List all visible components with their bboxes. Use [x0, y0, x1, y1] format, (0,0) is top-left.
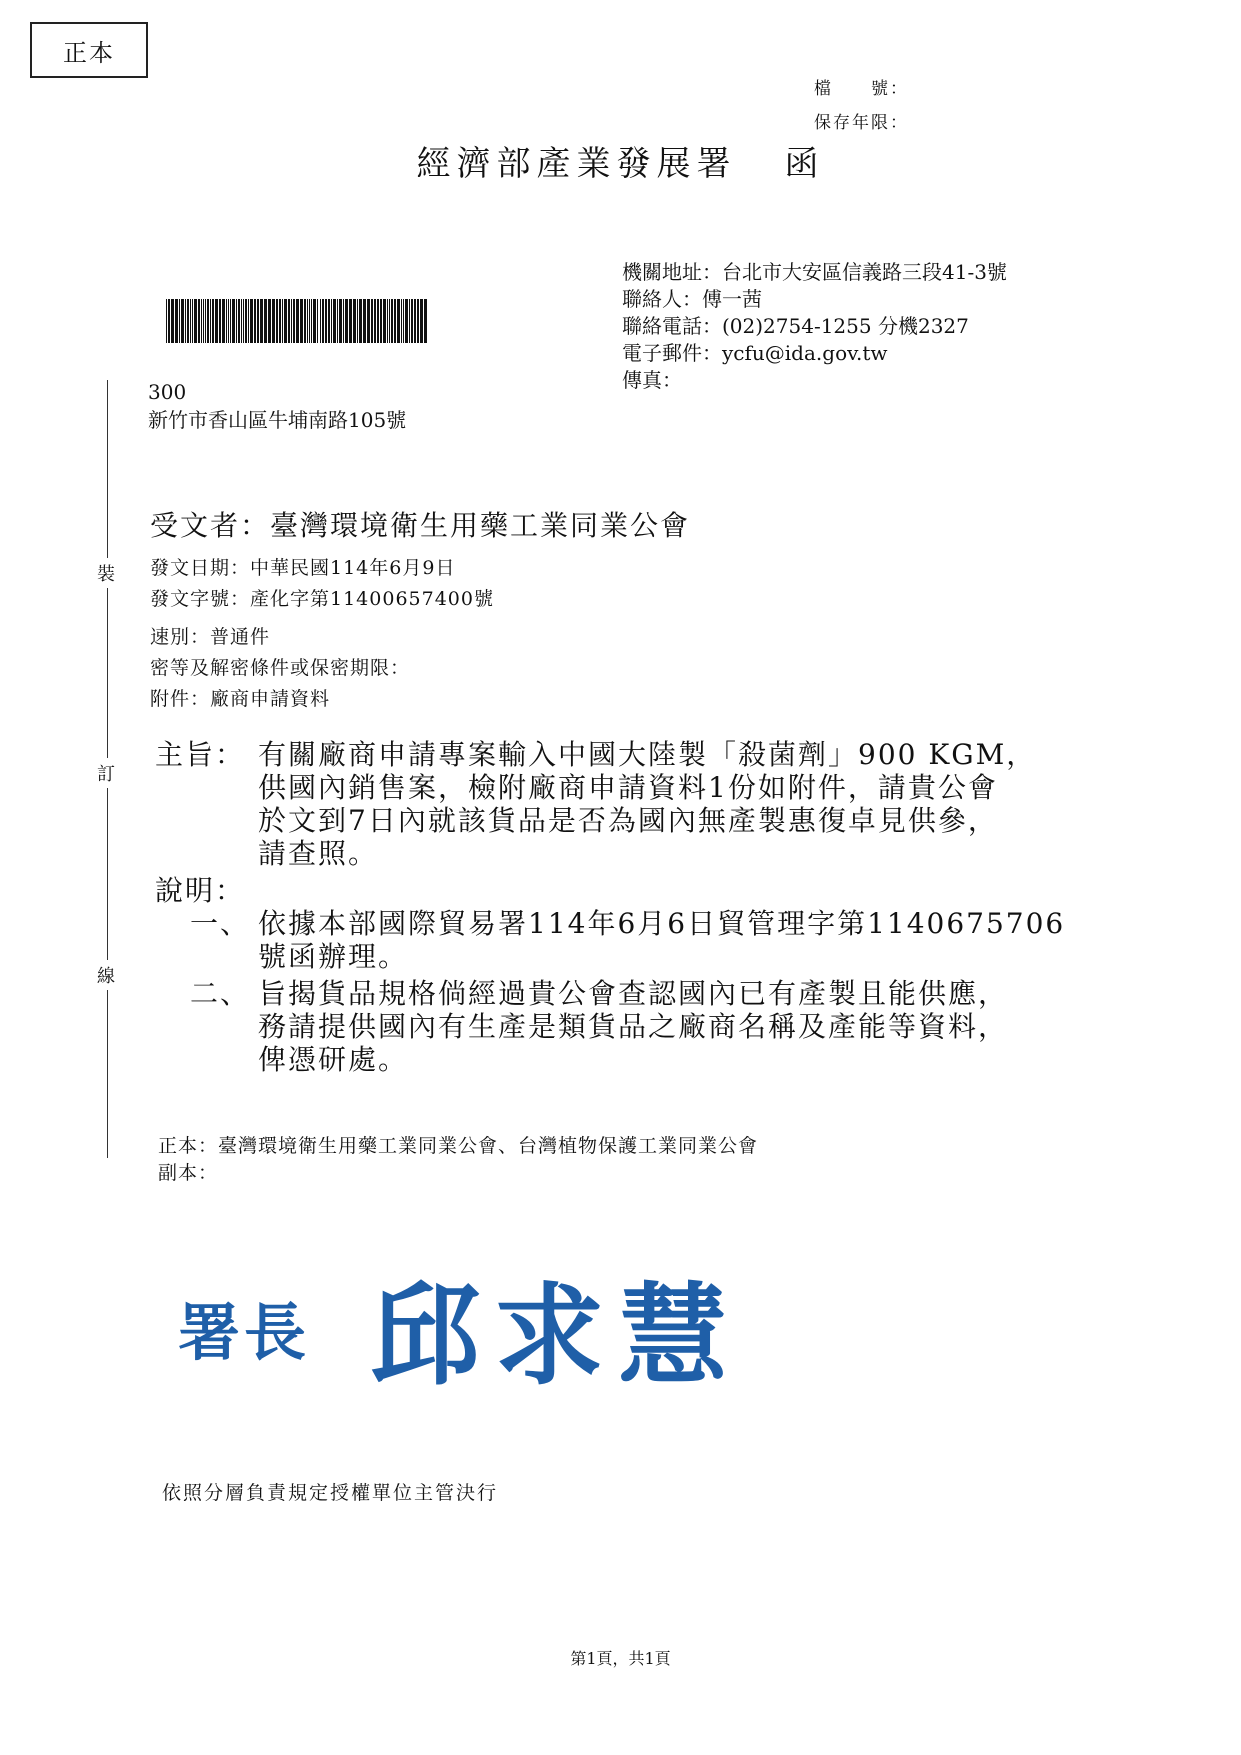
explanation-label: 說明： — [155, 874, 246, 907]
barcode-bar — [357, 299, 358, 343]
barcode-bar — [374, 299, 376, 343]
subject-line: 供國內銷售案，檢附廠商申請資料1份如附件，請貴公會 — [258, 771, 998, 804]
barcode-bar — [166, 299, 167, 343]
barcode-bar — [343, 299, 344, 343]
barcode-bar — [311, 299, 312, 343]
signature-title: 署長 — [178, 1296, 311, 1369]
original-recipients: 正本：臺灣環境衛生用藥工業同業公會、台灣植物保護工業同業公會 — [158, 1135, 759, 1157]
barcode-bar — [181, 299, 184, 343]
delegation-note: 依照分層負責規定授權單位主管決行 — [162, 1482, 499, 1504]
mailing-postcode: 300 — [148, 380, 187, 404]
explanation-item-number: 一、 — [190, 907, 251, 940]
barcode-bar — [322, 299, 324, 343]
barcode-bar — [232, 299, 235, 343]
barcode-bar — [328, 299, 330, 343]
barcode-bar — [288, 299, 290, 343]
barcode-bar — [403, 299, 404, 343]
barcode-bar — [279, 299, 281, 343]
subject-line: 於文到7日內就該貨品是否為國內無產製惠復卓見供參， — [258, 804, 998, 837]
barcode-bar — [397, 299, 400, 343]
barcode-bar — [198, 299, 200, 343]
barcode-bar — [394, 299, 396, 343]
page-number: 第1頁，共1頁 — [570, 1649, 671, 1668]
barcode-bar — [313, 299, 316, 343]
recipient: 受文者：臺灣環境衛生用藥工業同業公會 — [150, 509, 691, 542]
barcode-bar — [307, 299, 308, 343]
barcode-bar — [276, 299, 278, 343]
subject-line: 有關廠商申請專案輸入中國大陸製「殺菌劑」900 KGM， — [258, 738, 1037, 771]
contact-phone: 聯絡電話：(02)2754-1255 分機2327 — [622, 314, 969, 338]
barcode-bar — [317, 299, 318, 343]
binding-mark-zhuang: 裝 — [97, 558, 115, 588]
barcode-bar — [187, 299, 189, 343]
barcode-bar — [380, 299, 382, 343]
barcode — [166, 299, 431, 343]
delivery-speed: 速別：普通件 — [150, 626, 271, 648]
mailing-address: 新竹市香山區牛埔南路105號 — [148, 408, 407, 432]
barcode-bar — [238, 299, 240, 343]
barcode-bar — [282, 299, 283, 343]
contact-email: 電子郵件：ycfu@ida.gov.tw — [622, 341, 888, 365]
explanation-item-number: 二、 — [190, 977, 251, 1010]
barcode-bar — [409, 299, 410, 343]
barcode-bar — [304, 299, 306, 343]
barcode-bar — [359, 299, 362, 343]
barcode-bar — [236, 299, 237, 343]
barcode-bar — [194, 299, 197, 343]
explanation-line: 務請提供國內有生產是類貨品之廠商名稱及產能等資料， — [258, 1010, 1009, 1043]
barcode-bar — [190, 299, 191, 343]
barcode-bar — [185, 299, 186, 343]
subject-label: 主旨： — [155, 738, 246, 771]
barcode-bar — [331, 299, 332, 343]
barcode-bar — [268, 299, 271, 343]
subject-line: 請查照。 — [258, 837, 379, 870]
barcode-bar — [272, 299, 275, 343]
barcode-bar — [363, 299, 366, 343]
barcode-bar — [175, 299, 178, 343]
barcode-bar — [222, 299, 225, 343]
document-type: 函 — [784, 144, 825, 184]
explanation-line: 俾憑研處。 — [258, 1043, 409, 1076]
barcode-bar — [339, 299, 342, 343]
explanation-line: 依據本部國際貿易署114年6月6日貿管理字第1140675706 — [258, 907, 1066, 940]
barcode-bar — [201, 299, 202, 343]
barcode-bar — [284, 299, 287, 343]
barcode-bar — [387, 299, 388, 343]
barcode-bar — [207, 299, 209, 343]
barcode-bar — [371, 299, 373, 343]
barcode-bar — [230, 299, 231, 343]
copy-recipients: 副本： — [158, 1162, 219, 1184]
barcode-bar — [296, 299, 299, 343]
barcode-bar — [391, 299, 393, 343]
secrecy-level: 密等及解密條件或保密期限： — [150, 657, 411, 679]
barcode-bar — [264, 299, 267, 343]
issuing-agency: 經濟部產業發展署 — [416, 144, 737, 184]
barcode-bar — [293, 299, 295, 343]
barcode-bar — [320, 299, 321, 343]
barcode-bar — [212, 299, 214, 343]
barcode-bar — [210, 299, 211, 343]
barcode-bar — [219, 299, 221, 343]
barcode-bar — [417, 299, 419, 343]
attachment: 附件：廠商申請資料 — [150, 688, 331, 710]
barcode-bar — [411, 299, 413, 343]
barcode-bar — [228, 299, 229, 343]
barcode-bar — [389, 299, 390, 343]
barcode-bar — [349, 299, 352, 343]
barcode-bar — [420, 299, 423, 343]
barcode-bar — [367, 299, 370, 343]
binding-mark-ding: 訂 — [97, 758, 115, 788]
barcode-bar — [168, 299, 170, 343]
barcode-bar — [300, 299, 303, 343]
document-number: 發文字號：產化字第11400657400號 — [150, 588, 494, 610]
barcode-bar — [353, 299, 356, 343]
file-number-label: 檔 號： — [814, 79, 909, 99]
explanation-line: 旨揭貨品規格倘經過貴公會查認國內已有產製且能供應， — [258, 977, 1009, 1010]
document-title — [0, 136, 1241, 185]
issue-date: 發文日期：中華民國114年6月9日 — [150, 557, 456, 579]
original-copy-stamp: 正本 — [30, 22, 148, 78]
barcode-bar — [215, 299, 218, 343]
retention-period-label: 保存年限： — [814, 113, 909, 133]
contact-address: 機關地址：台北市大安區信義路三段41-3號 — [622, 260, 1007, 284]
barcode-bar — [291, 299, 292, 343]
barcode-bar — [424, 299, 427, 343]
contact-fax: 傳真： — [622, 368, 682, 392]
binding-mark-xian: 線 — [97, 960, 115, 990]
barcode-bar — [226, 299, 227, 343]
barcode-bar — [345, 299, 348, 343]
barcode-bar — [333, 299, 336, 343]
barcode-bar — [337, 299, 338, 343]
barcode-bar — [205, 299, 206, 343]
barcode-bar — [203, 299, 204, 343]
barcode-bar — [254, 299, 256, 343]
barcode-bar — [241, 299, 242, 343]
barcode-bar — [377, 299, 379, 343]
barcode-bar — [383, 299, 386, 343]
barcode-bar — [257, 299, 259, 343]
barcode-bar — [414, 299, 416, 343]
barcode-bar — [401, 299, 402, 343]
barcode-bar — [243, 299, 244, 343]
barcode-bar — [179, 299, 180, 343]
barcode-bar — [250, 299, 253, 343]
barcode-bar — [245, 299, 247, 343]
contact-person: 聯絡人：傅一茜 — [622, 287, 762, 311]
barcode-bar — [192, 299, 193, 343]
signature-name: 邱求慧 — [370, 1271, 742, 1400]
barcode-bar — [260, 299, 263, 343]
barcode-bar — [325, 299, 327, 343]
explanation-line: 號函辦理。 — [258, 940, 409, 973]
barcode-bar — [309, 299, 310, 343]
barcode-bar — [405, 299, 408, 343]
barcode-bar — [171, 299, 174, 343]
barcode-bar — [248, 299, 249, 343]
